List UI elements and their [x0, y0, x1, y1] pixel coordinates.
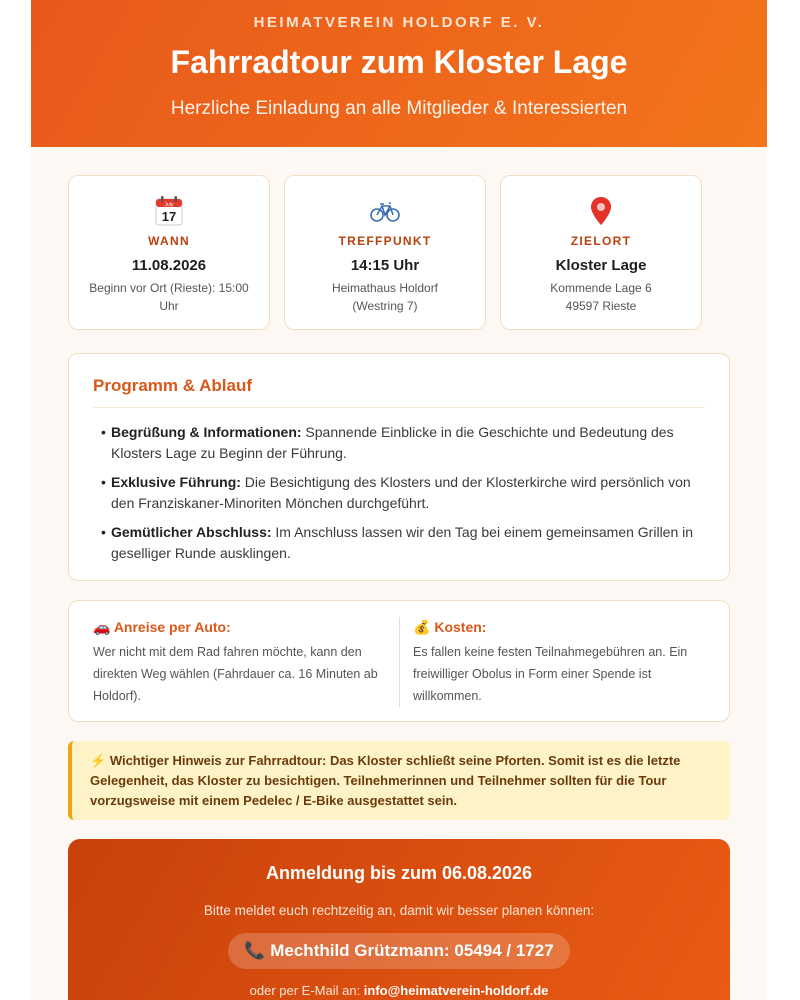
- card-when: [68, 175, 270, 330]
- organization-name: HEIMATVEREIN HOLDORF E. V.: [253, 14, 545, 31]
- card-detail: [285, 279, 485, 315]
- header-banner: [31, 0, 767, 147]
- program-item-text: Die Besichtigung des Klosters und der Klosterkirche wird persönlich von den Franziskaner-Minoriten Mönchen durchgeführt.: [111, 474, 691, 511]
- money-bag-icon: 💰: [413, 619, 431, 635]
- important-notice: [68, 741, 730, 820]
- calendar-icon-month: July: [164, 202, 174, 208]
- program-list: [93, 422, 705, 564]
- car-travel-title: 🚗 Anreise per Auto:: [93, 619, 231, 635]
- car-travel-text: Wer nicht mit dem Rad fahren möchte, kann den direkten Weg wählen (Fahrdauer ca. 16 Minuten ab Holdorf).: [93, 645, 378, 703]
- phone-contact-button[interactable]: [228, 933, 569, 969]
- program-item-label: Begrüßung & Informationen:: [111, 424, 302, 440]
- card-value: Kloster Lage: [555, 257, 647, 274]
- car-travel-info: [93, 619, 383, 707]
- page-title: Fahrradtour zum Kloster Lage: [170, 44, 628, 80]
- program-item-text: Spannende Einblicke in die Geschichte und Bedeutung des Klosters Lage zu Beginn der Führung.: [111, 424, 674, 461]
- card-value: 14:15 Uhr: [350, 257, 420, 274]
- lightning-icon: ⚡: [90, 753, 107, 768]
- card-detail: [501, 279, 701, 315]
- cost-info: [413, 619, 703, 707]
- phone-icon: 📞: [244, 941, 266, 960]
- cost-title: 💰 Kosten:: [413, 619, 487, 635]
- bicycle-icon: [370, 196, 400, 226]
- list-item: • Exklusive Führung: Die Besichtigung des Klosters und der Klosterkirche wird persönlich von den Franziskaner-Minoriten Mönchen durchgeführt.: [101, 474, 691, 511]
- notice-text: ⚡ Wichtiger Hinweis zur Fahrradtour: Das Kloster schließt seine Pforten. Somit ist es die letzte Gelegenheit, das Kloster zu besichtigen. Teilnehmerinnen und Teilnehmer sollten für die Tour vorzugsweise mit einem Pedelec / E-Bike ausgestattet sein.: [90, 753, 681, 808]
- card-label: TREFFPUNKT: [338, 234, 432, 248]
- calendar-icon: [155, 196, 183, 226]
- cost-text: Es fallen keine festen Teilnahmegebühren an. Ein freiwilliger Obolus in Form einer Spende ist willkommen.: [413, 645, 688, 703]
- email-link[interactable]: info@heimatverein-holdorf.de: [363, 983, 549, 998]
- card-detail-line: Kommende Lage 6: [550, 281, 652, 295]
- registration-subtitle: Bitte meldet euch rechtzeitig an, damit wir besser planen können:: [203, 903, 595, 918]
- card-detail: Beginn vor Ort (Rieste): 15:00 Uhr: [89, 281, 249, 313]
- program-item-text: Im Anschluss lassen wir den Tag bei einem gemeinsamen Grillen in geselliger Runde ausklingen.: [111, 524, 694, 561]
- program-item-label: Exklusive Führung:: [111, 474, 241, 490]
- calendar-icon-day: 17: [161, 209, 177, 224]
- card-label: WANN: [148, 234, 190, 248]
- card-value: 11.08.2026: [131, 257, 207, 274]
- card-detail-line: 49597 Rieste: [565, 299, 637, 313]
- invitation-page: [31, 0, 767, 1000]
- program-item-label: Gemütlicher Abschluss:: [111, 524, 272, 540]
- pin-icon: [590, 196, 612, 226]
- car-icon: 🚗: [93, 619, 111, 635]
- phone-contact: Mechthild Grützmann: 05494 / 1727: [270, 941, 554, 960]
- card-detail-line: Heimathaus Holdorf: [331, 281, 439, 295]
- program-title: Programm & Ablauf: [93, 376, 705, 408]
- card-meeting-point: [284, 175, 486, 330]
- card-label: ZIELORT: [570, 234, 632, 248]
- registration-title: Anmeldung bis zum 06.08.2026: [265, 863, 533, 883]
- card-detail-line: (Westring 7): [352, 299, 418, 313]
- email-line: oder per E-Mail an: info@heimatverein-holdorf.de: [249, 983, 549, 998]
- registration-section: [68, 839, 730, 1000]
- card-destination: [500, 175, 702, 330]
- program-section: [68, 353, 730, 581]
- divider: [399, 617, 400, 707]
- list-item: • Gemütlicher Abschluss: Im Anschluss lassen wir den Tag bei einem gemeinsamen Grillen in geselliger Runde ausklingen.: [101, 524, 694, 561]
- list-item: • Begrüßung & Informationen: Spannende Einblicke in die Geschichte und Bedeutung des Klosters Lage zu Beginn der Führung.: [101, 424, 674, 461]
- page-subtitle: Herzliche Einladung an alle Mitglieder & Interessierten: [170, 98, 628, 119]
- travel-and-cost-section: [68, 600, 730, 722]
